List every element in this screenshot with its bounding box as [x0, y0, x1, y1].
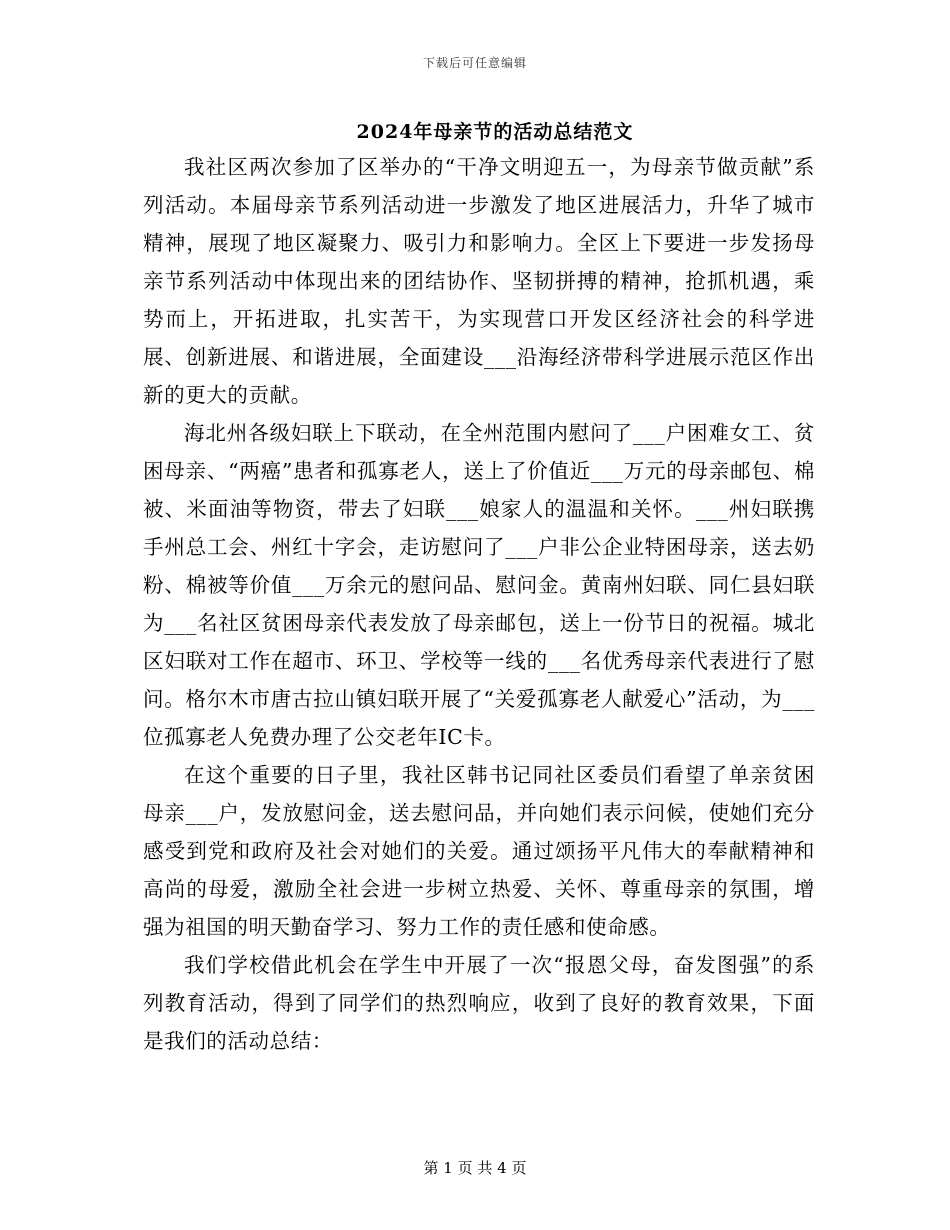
- paragraph: 在这个重要的日子里，我社区韩书记同社区委员们看望了单亲贫困母亲___户，发放慰问金，送去慰问品，并向她们表示问候，使她们充分感受到党和政府及社会对她们的关爱。通过颂扬平凡伟大的奉献精神和高尚的母爱，激励全社会进一步树立热爱、关怀、尊重母亲的氛围，增强为祖国的明天勤奋学习、努力工作的责任感和使命感。: [143, 763, 815, 939]
- page-number: 第 1 页 共 4 页: [423, 1159, 527, 1177]
- document-body: [143, 148, 815, 1060]
- paragraph: 海北州各级妇联上下联动，在全州范围内慰问了___户困难女工、贫困母亲、“两癌”患者和孤寡老人，送上了价值近___万元的母亲邮包、棉被、米面油等物资，带去了妇联___娘家人的温温和关怀。___州妇联携手州总工会、州红十字会，走访慰问了___户非公企业特困母亲，送去奶粉、棉被等价值___万余元的慰问品、慰问金。黄南州妇联、同仁县妇联为___名社区贫困母亲代表发放了母亲邮包，送上一份节日的祝福。城北区妇联对工作在超市、环卫、学校等一线的___名优秀母亲代表进行了慰问。格尔木市唐古拉山镇妇联开展了“关爱孤寡老人献爱心”活动，为___位孤寡老人免费办理了公交老年IC卡。: [143, 421, 815, 749]
- document-title: 2024年母亲节的活动总结范文: [356, 121, 634, 143]
- header-note: 下载后可任意编辑: [422, 56, 527, 70]
- paragraph: 我们学校借此机会在学生中开展了一次“报恩父母，奋发图强”的系列教育活动，得到了同学们的热烈响应，收到了良好的教育效果，下面是我们的活动总结：: [143, 953, 815, 1053]
- paragraph: 我社区两次参加了区举办的“干净文明迎五一，为母亲节做贡献”系列活动。本届母亲节系列活动进一步激发了地区进展活力，升华了城市精神，展现了地区凝聚力、吸引力和影响力。全区上下要进一步发扬母亲节系列活动中体现出来的团结协作、坚韧拼搏的精神，抢抓机遇，乘势而上，开拓进取，扎实苦干，为实现营口开发区经济社会的科学进展、创新进展、和谐进展，全面建设___沿海经济带科学进展示范区作出新的更大的贡献。: [143, 155, 815, 407]
